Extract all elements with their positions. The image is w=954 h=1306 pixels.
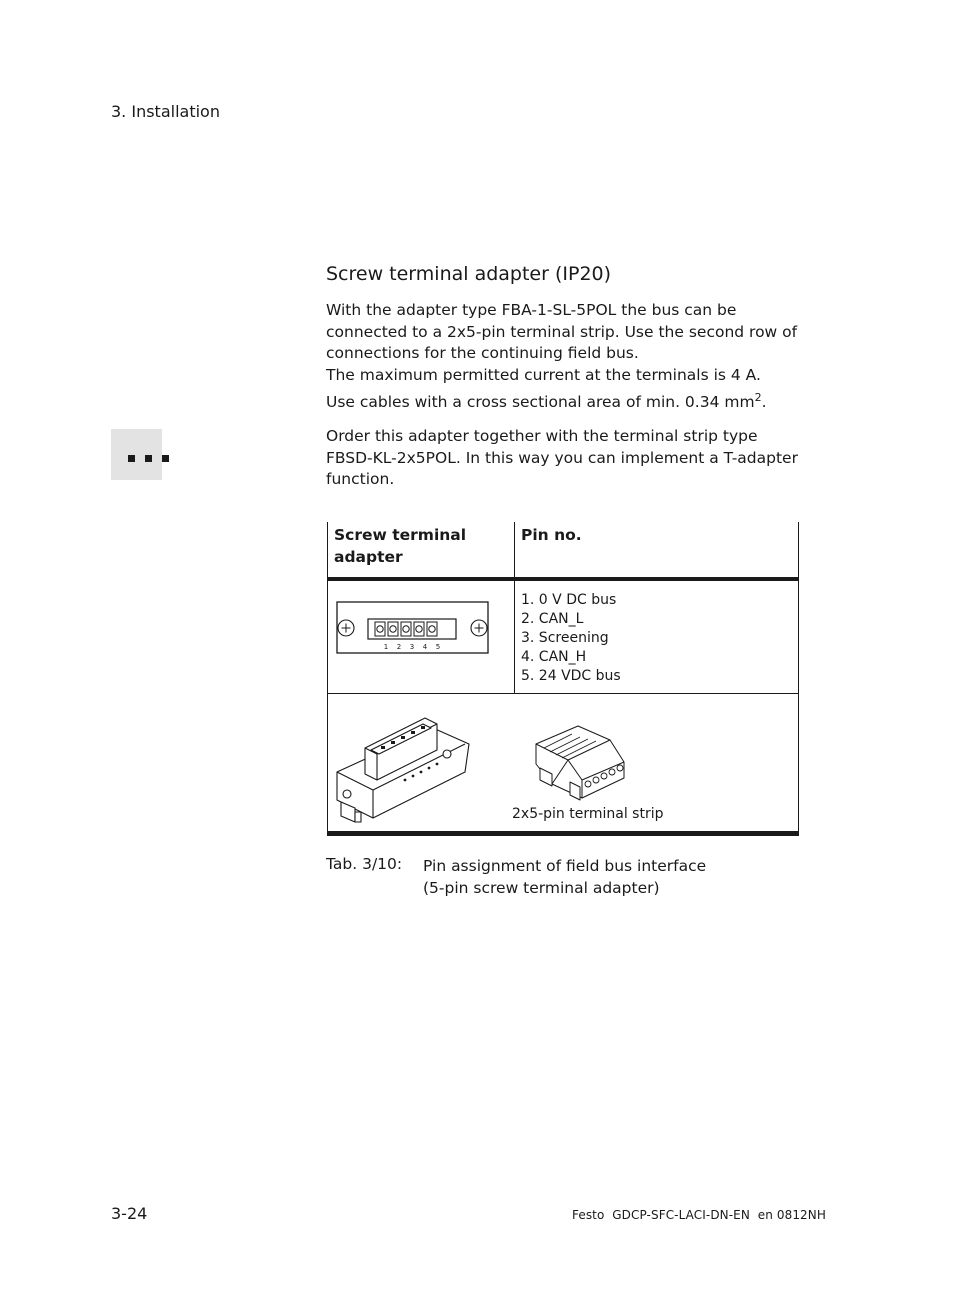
adapter-3d-image — [333, 710, 475, 827]
caption-line: (5-pin screw terminal adapter) — [423, 879, 660, 897]
paragraph-line: The maximum permitted current at the terminals is 4 A. — [326, 366, 761, 385]
pin-list — [521, 591, 621, 686]
table-caption-text — [423, 855, 706, 899]
header-line: Screw terminal — [334, 526, 467, 544]
paragraph-adapter-description — [326, 300, 806, 414]
paragraph-order-note — [326, 426, 806, 491]
table-caption-label: Tab. 3/10: — [326, 855, 403, 873]
connector-pin-label: 1 — [383, 643, 389, 651]
paragraph-text: Use cables with a cross sectional area of min. 0.34 mm — [326, 392, 755, 411]
paragraph-line — [326, 387, 806, 414]
caption-line: Pin assignment of field bus interface — [423, 857, 707, 875]
pin-item: 4. CAN_H — [521, 649, 587, 665]
column-header-adapter — [334, 524, 466, 568]
section-title: Screw terminal adapter (IP20) — [326, 263, 612, 285]
paragraph-line: function. — [326, 470, 395, 489]
connector-pin-label: 3 — [409, 643, 415, 651]
column-header-pin: Pin no. — [521, 526, 582, 544]
pin-item: 2. CAN_L — [521, 611, 584, 627]
pin-assignment-table — [327, 522, 799, 836]
paragraph-line: FBSD-KL-2x5POL. In this way you can implement a T-adapter — [326, 448, 798, 467]
superscript: 2 — [754, 390, 762, 404]
paragraph-line: With the adapter type FBA-1-SL-5POL the bus can be — [326, 301, 737, 319]
connector-pin-label: 2 — [396, 643, 402, 651]
header-line: adapter — [334, 548, 403, 566]
paragraph-line: Order this adapter together with the terminal strip type — [326, 427, 758, 445]
page-number: 3-24 — [111, 1204, 148, 1223]
paragraph-period: . — [761, 392, 767, 411]
document-info: Festo GDCP-SFC-LACI-DN-EN en 0812NH — [572, 1208, 826, 1222]
pin-item: 1. 0 V DC bus — [521, 592, 617, 608]
connector-front-view-image — [336, 601, 490, 656]
terminal-strip-image — [532, 722, 628, 802]
paragraph-line: connected to a 2x5-pin terminal strip. Use the second row of — [326, 322, 798, 341]
paragraph-line: connections for the continuing field bus. — [326, 344, 639, 363]
chapter-heading: 3. Installation — [111, 102, 220, 121]
connector-pin-label: 4 — [422, 643, 428, 651]
terminal-strip-caption: 2x5-pin terminal strip — [512, 806, 664, 822]
pin-item: 5. 24 VDC bus — [521, 668, 621, 684]
pin-item: 3. Screening — [521, 630, 609, 646]
connector-pin-label: 5 — [435, 643, 441, 651]
note-icon — [111, 429, 162, 480]
